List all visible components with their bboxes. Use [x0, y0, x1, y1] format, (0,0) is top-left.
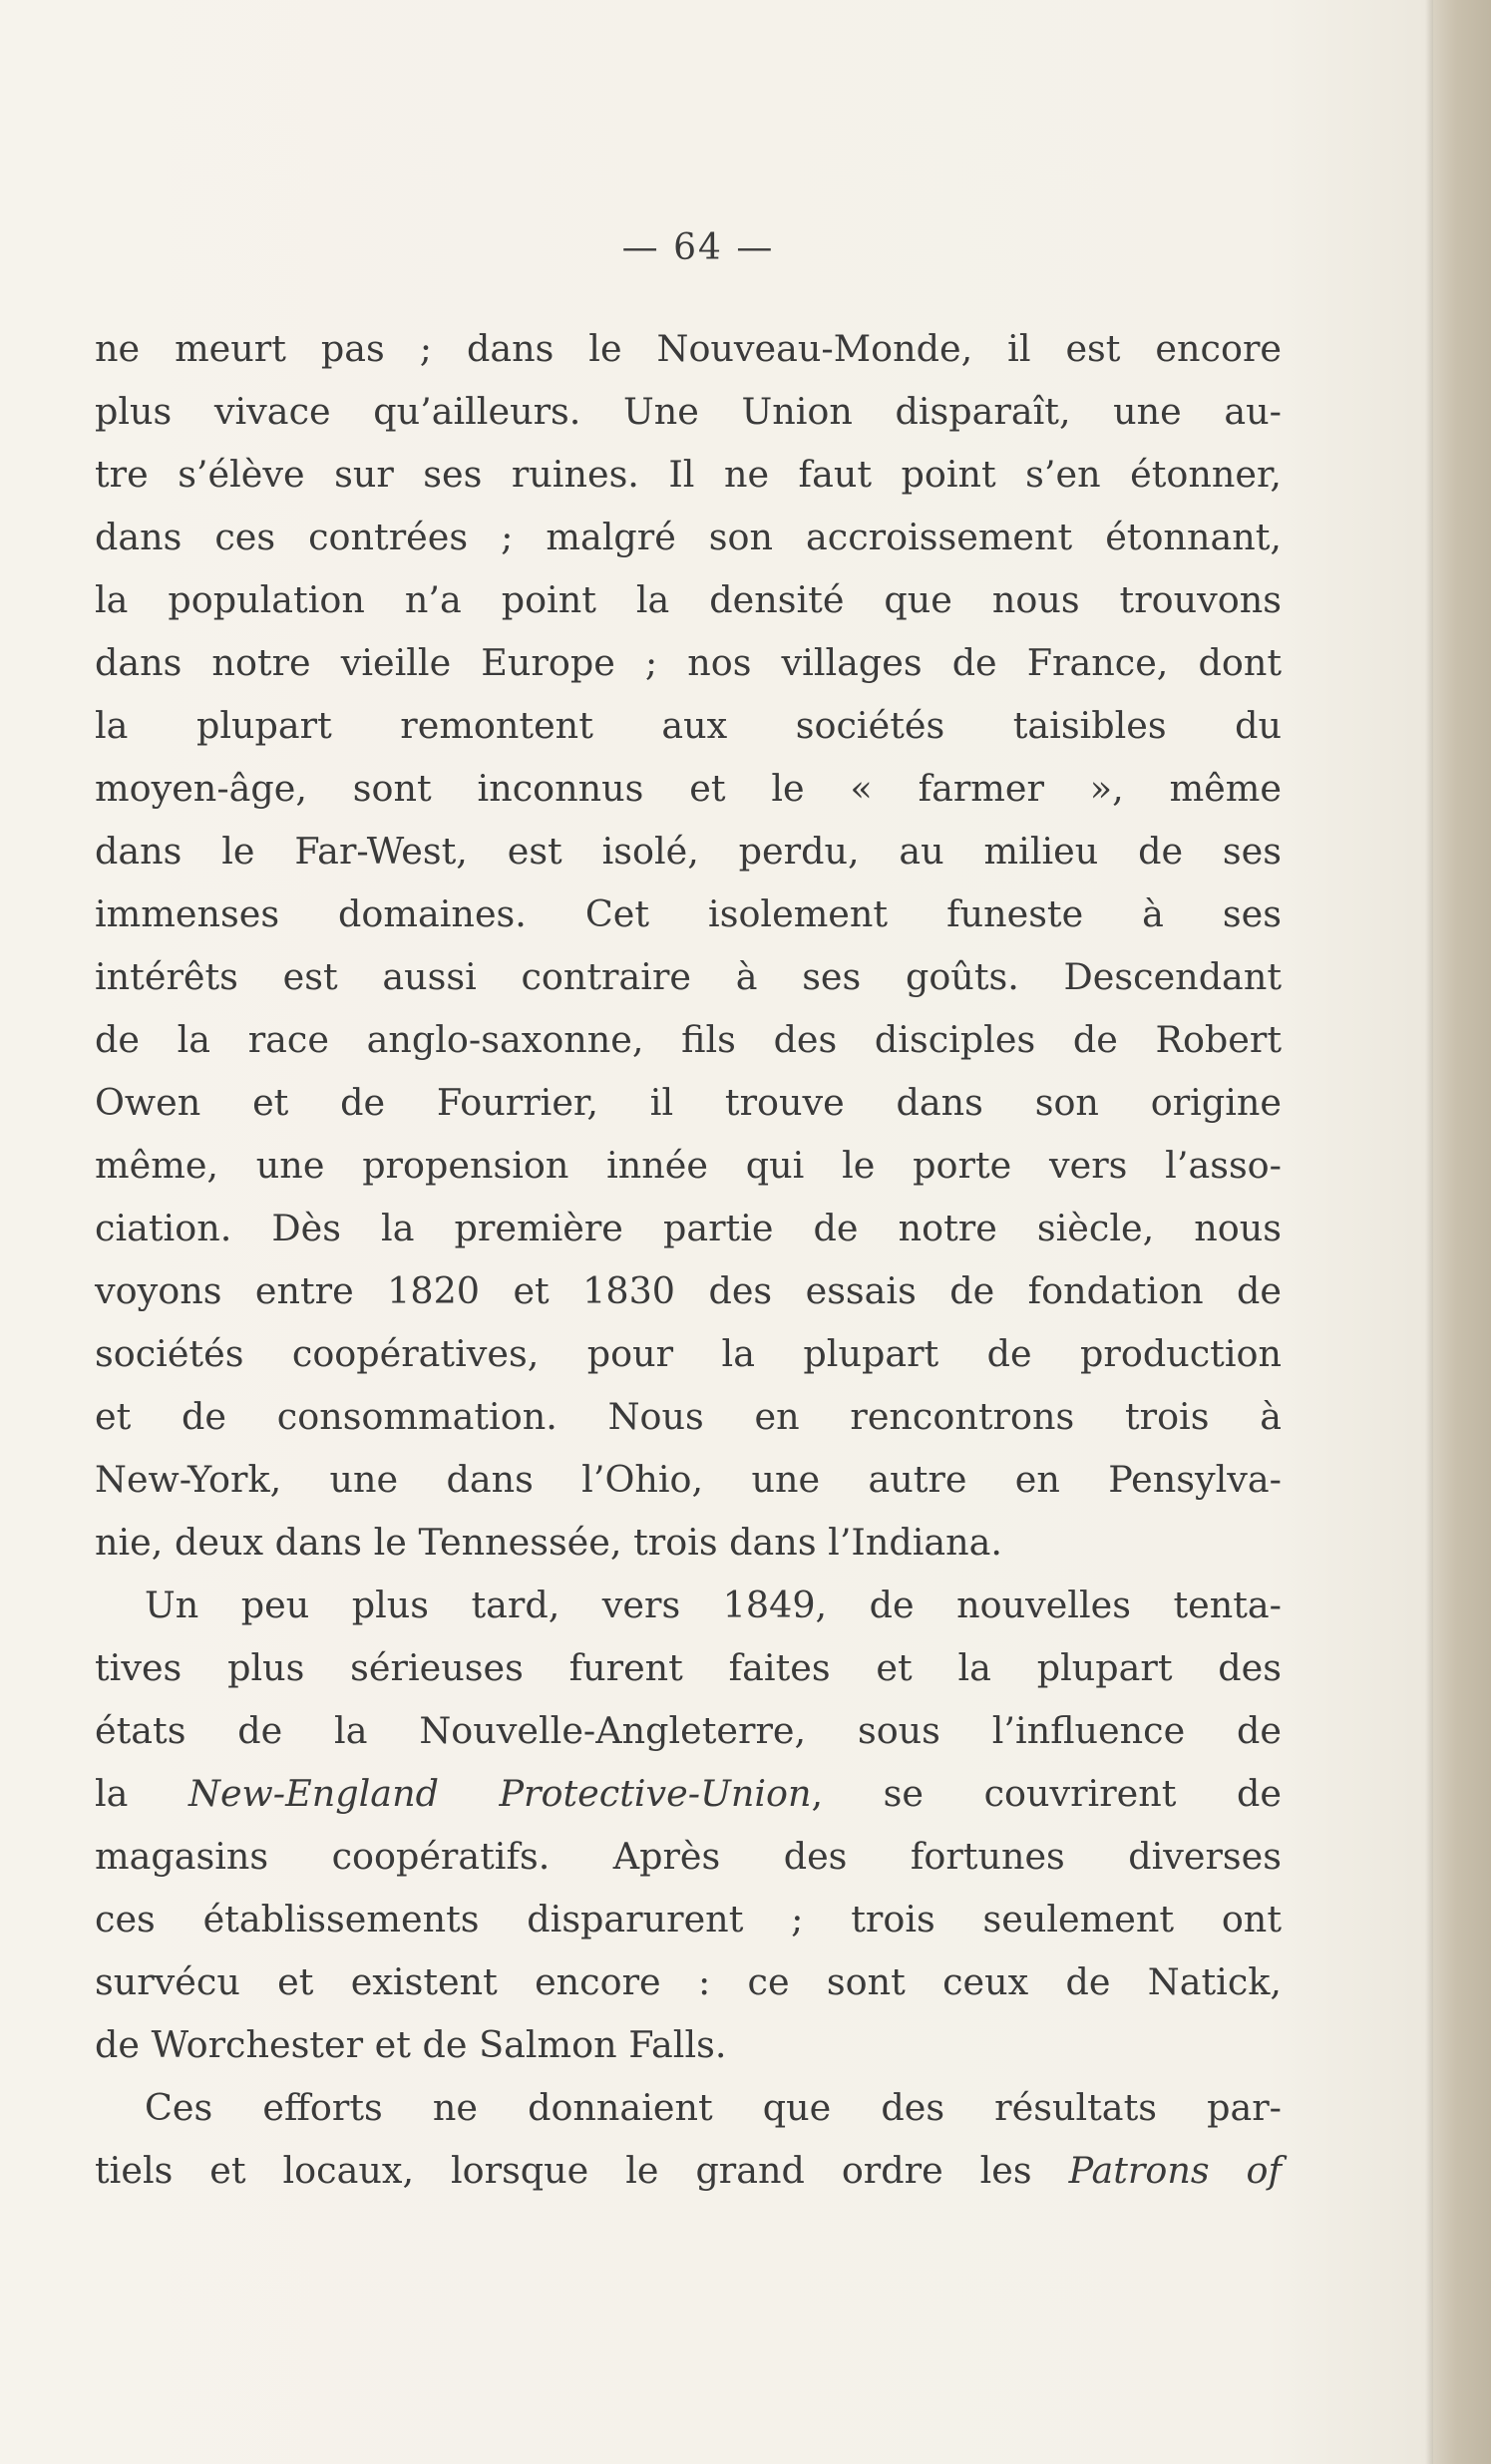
text-segment: Ces efforts ne donnaient que des résultats par-	[145, 2086, 1282, 2129]
text-line	[95, 820, 1282, 882]
page-number: — 64 —	[621, 227, 775, 268]
text-line	[95, 757, 1282, 820]
text-segment: dans le Far-West, est isolé, perdu, au milieu de ses	[95, 830, 1282, 873]
text-line	[95, 1574, 1282, 1636]
body-text	[95, 317, 1282, 2202]
text-segment: plus vivace qu’ailleurs. Une Union disparaît, une au-	[95, 390, 1282, 433]
text-segment: tre s’élève sur ses ruines. Il ne faut point s’en étonner,	[95, 453, 1282, 496]
text-segment: même, une propension innée qui le porte vers l’asso-	[95, 1144, 1282, 1187]
text-line	[95, 1134, 1282, 1197]
text-line	[95, 882, 1282, 945]
italic-text: Patrons of	[1068, 2149, 1282, 2192]
text-segment: de la race anglo-saxonne, fils des disciples de Robert	[95, 1018, 1282, 1061]
text-segment: la plupart remontent aux sociétés taisibles du	[95, 704, 1282, 747]
text-segment: immenses domaines. Cet isolement funeste à ses	[95, 892, 1282, 935]
text-segment: Owen et de Fourrier, il trouve dans son origine	[95, 1081, 1282, 1124]
text-line	[95, 443, 1282, 506]
text-line	[95, 1259, 1282, 1322]
text-line	[95, 1448, 1282, 1511]
text-line	[95, 1636, 1282, 1699]
text-line	[95, 1322, 1282, 1385]
text-line	[95, 2013, 1282, 2076]
text-segment: ne meurt pas ; dans le Nouveau-Monde, il est encore	[95, 327, 1282, 370]
text-segment: tiels et locaux, lorsque le grand ordre les	[95, 2149, 1069, 2192]
text-line	[95, 1197, 1282, 1259]
text-segment: New-York, une dans l’Ohio, une autre en Pensylva-	[95, 1458, 1282, 1501]
text-segment: la population n’a point la densité que nous trouvons	[95, 578, 1282, 621]
text-segment: voyons entre 1820 et 1830 des essais de fondation de	[95, 1269, 1282, 1312]
text-segment: sociétés coopératives, pour la plupart de production	[95, 1332, 1282, 1375]
text-line	[95, 568, 1282, 631]
text-line	[95, 1008, 1282, 1071]
text-line	[95, 380, 1282, 443]
text-line	[95, 1071, 1282, 1134]
text-line	[95, 1699, 1282, 1762]
text-segment: dans ces contrées ; malgré son accroissement étonnant,	[95, 516, 1282, 558]
page-edge-shadow	[1433, 0, 1491, 2464]
text-segment: et de consommation. Nous en rencontrons trois à	[95, 1395, 1282, 1438]
text-line	[95, 1950, 1282, 2013]
text-line	[95, 1888, 1282, 1950]
text-segment: états de la Nouvelle-Angleterre, sous l’influence de	[95, 1709, 1282, 1752]
text-segment: moyen-âge, sont inconnus et le « farmer », même	[95, 767, 1282, 810]
text-segment: survécu et existent encore : ce sont ceux de Natick,	[95, 1960, 1282, 2003]
text-line	[95, 317, 1282, 380]
text-line	[95, 694, 1282, 757]
text-line	[95, 2139, 1282, 2202]
text-line	[95, 506, 1282, 568]
text-segment: de Worchester et de Salmon Falls.	[95, 2023, 727, 2066]
text-segment: ces établissements disparurent ; trois seulement ont	[95, 1898, 1282, 1940]
text-line	[95, 2076, 1282, 2139]
italic-text: New-England Protective-Union	[188, 1772, 812, 1815]
text-segment: , se couvrirent de	[811, 1772, 1282, 1815]
text-segment: magasins coopératifs. Après des fortunes diverses	[95, 1835, 1282, 1878]
text-segment: tives plus sérieuses furent faites et la plupart des	[95, 1646, 1282, 1689]
text-line	[95, 1762, 1282, 1825]
text-segment: la	[95, 1772, 188, 1815]
text-line	[95, 945, 1282, 1008]
text-segment: Un peu plus tard, vers 1849, de nouvelles tenta-	[145, 1584, 1282, 1626]
text-segment: intérêts est aussi contraire à ses goûts. Descendant	[95, 955, 1282, 998]
text-line	[95, 1825, 1282, 1888]
text-line	[95, 1511, 1282, 1574]
text-segment: dans notre vieille Europe ; nos villages de France, dont	[95, 641, 1282, 684]
text-segment: ciation. Dès la première partie de notre siècle, nous	[95, 1207, 1282, 1249]
text-line	[95, 1385, 1282, 1448]
text-segment: nie, deux dans le Tennessée, trois dans l’Indiana.	[95, 1521, 1003, 1564]
text-line	[95, 631, 1282, 694]
